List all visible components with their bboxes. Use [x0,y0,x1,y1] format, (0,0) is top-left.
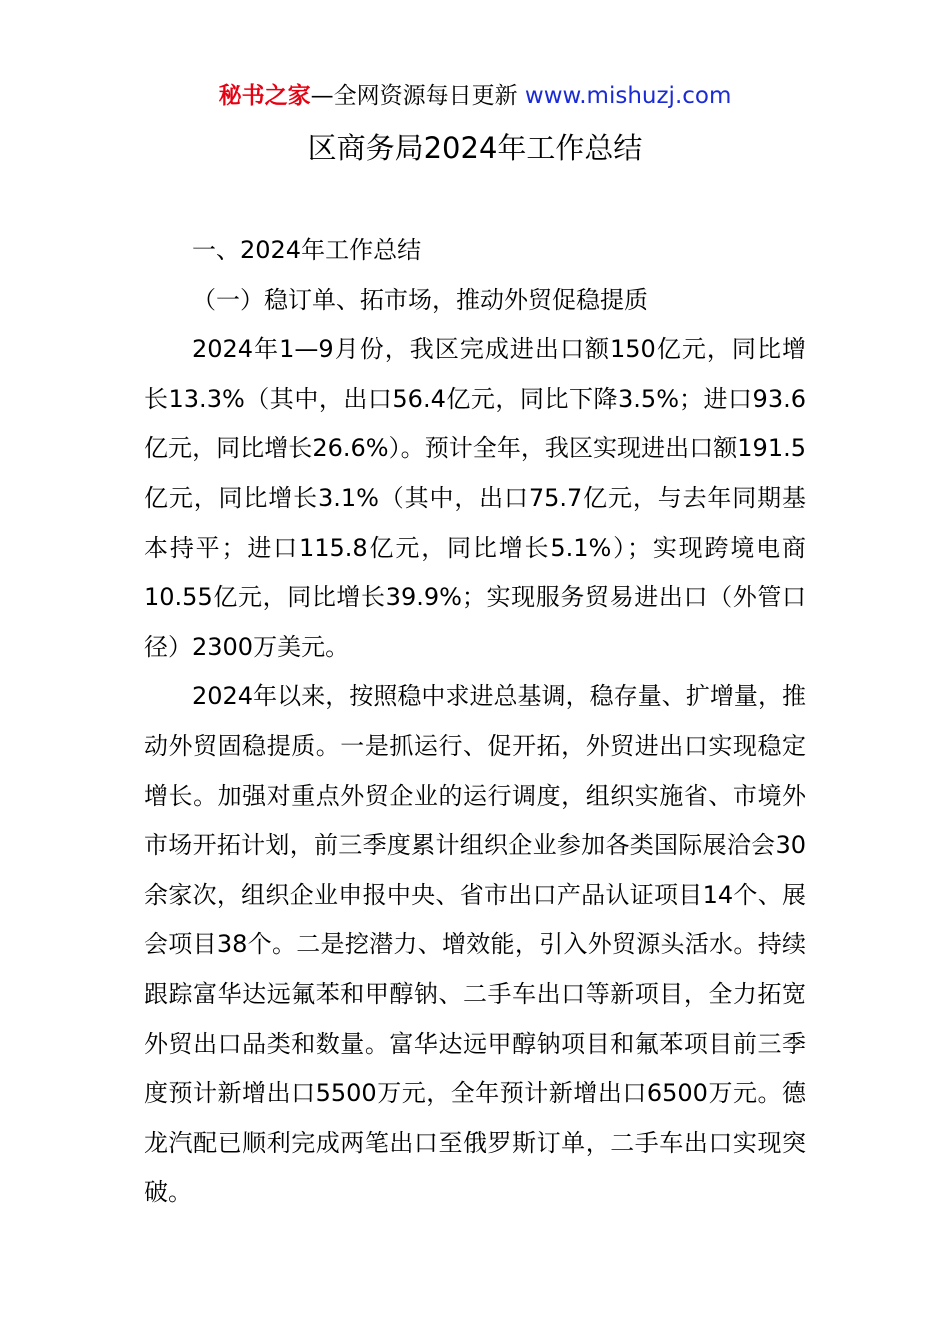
body-paragraph: 2024年以来，按照稳中求进总基调，稳存量、扩增量，推动外贸固稳提质。一是抓运行、促开拓，外贸进出口实现稳定增长。加强对重点外贸企业的运行调度，组织实施省、市境外市场开拓计划，前三季度累计组织企业参加各类国际展洽会30余家次，组织企业申报中央、省市出口产品认证项目14个、展会项目38个。二是挖潜力、增效能，引入外贸源头活水。持续跟踪富华达远氟苯和甲醇钠、二手车出口等新项目，全力拓宽外贸出口品类和数量。富华达远甲醇钠项目和氟苯项目前三季度预计新增出口5500万元，全年预计新增出口6500万元。德龙汽配已顺利完成两笔出口至俄罗斯订单，二手车出口实现突破。 [144,682,806,1207]
header-tagline: —全网资源每日更新 [310,83,525,109]
header-banner [0,80,950,112]
site-url-link[interactable]: www.mishuzj.com [524,83,732,109]
brand-name: 秘书之家 [218,83,311,109]
body-paragraph: 2024年1—9月份，我区完成进出口额150亿元，同比增长13.3%（其中，出口56.4亿元，同比下降3.5%；进口93.6亿元，同比增长26.6%）。预计全年，我区实现进出口额191.5亿元，同比增长3.1%（其中，出口75.7亿元，与去年同期基本持平；进口115.8亿元，同比增长5.1%）；实现跨境电商10.55亿元，同比增长39.9%；实现服务贸易进出口（外管口径）2300万美元。 [144,335,806,661]
section-heading: 一、2024年工作总结 [192,236,422,264]
document-title: 区商务局2024年工作总结 [307,131,643,165]
subsection-heading: （一）稳订单、拓市场，推动外贸促稳提质 [192,285,648,314]
document-body [144,226,806,1218]
